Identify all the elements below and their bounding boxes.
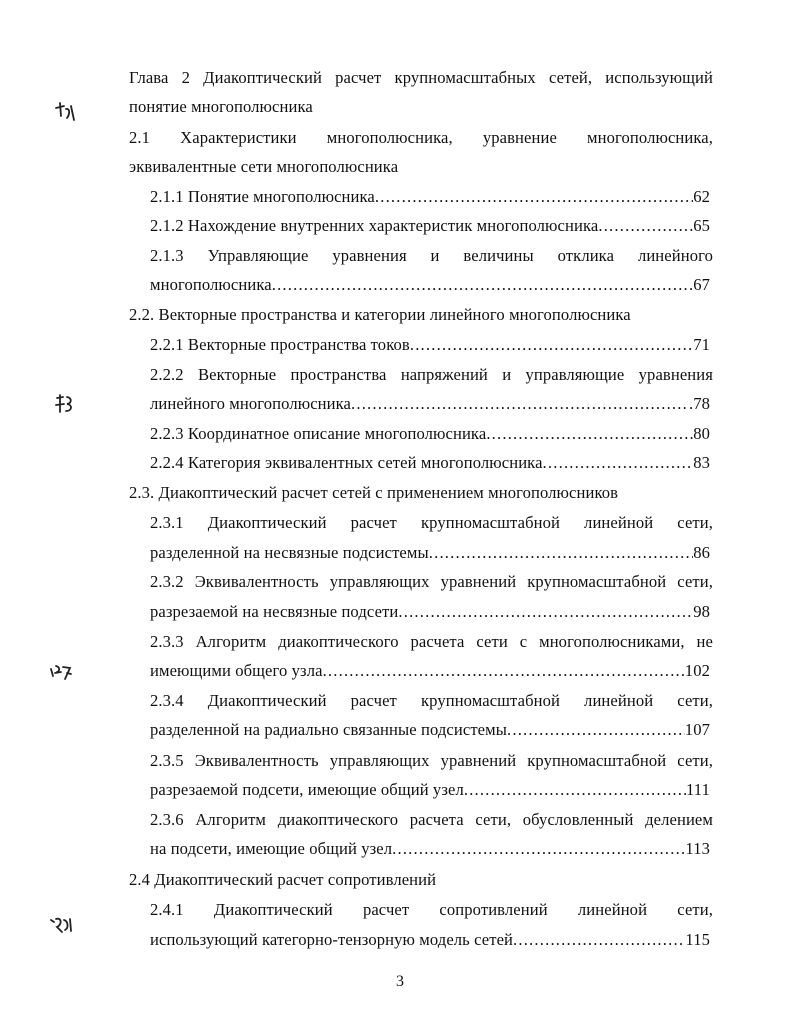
toc-leader [398, 602, 693, 622]
toc-title: разрезаемой подсети, имеющие общий узел [150, 780, 464, 799]
toc-title: 2.2.1 Векторные пространства токов [150, 335, 410, 354]
toc-title: разделенной на несвязные подсистемы [150, 543, 429, 562]
toc-page: 102 [684, 661, 710, 680]
toc-leader [272, 275, 689, 295]
section-2-2-heading: 2.2. Векторные пространства и категории линейного многополюсника [129, 305, 631, 324]
handwritten-mark-icon [52, 392, 78, 418]
toc-leader [507, 720, 685, 740]
handwritten-mark-icon [52, 100, 78, 126]
toc-title: разделенной на радиально связанные подсистемы [150, 720, 507, 739]
toc-entry-2-1-2 [150, 216, 710, 236]
toc-entry-2-2-2 [150, 394, 710, 414]
toc-leader [375, 187, 693, 207]
toc-page: 83 [693, 453, 710, 472]
toc-title: 2.2.3 Координатное описание многополюсника [150, 424, 487, 443]
toc-page: 62 [693, 187, 710, 206]
toc-entry-2-3-1 [150, 543, 710, 563]
handwritten-mark-icon [48, 912, 74, 938]
toc-title: использующий категорно-тензорную модель сетей [150, 930, 514, 949]
toc-entry-2-3-2 [150, 602, 710, 622]
handwritten-mark-icon [48, 660, 74, 686]
toc-title: линейного многополюсника [150, 394, 352, 413]
toc-leader [351, 394, 689, 414]
toc-page: 115 [685, 930, 710, 949]
toc-title: многополюсника [150, 275, 272, 294]
page-number: 3 [396, 973, 404, 990]
toc-leader [392, 839, 685, 859]
toc-entry-2-1-3-line1: 2.1.3 Управляющие уравнения и величины отклика линейного [150, 246, 713, 265]
chapter-heading-line2: понятие многополюсника [129, 97, 313, 116]
toc-title: 2.1.1 Понятие многополюсника [150, 187, 375, 206]
section-2-1-line1: 2.1 Характеристики многополюсника, уравнение многополюсника, [129, 128, 713, 147]
toc-leader [323, 661, 685, 681]
section-2-1-line2: эквивалентные сети многополюсника [129, 157, 399, 176]
toc-leader [410, 335, 693, 355]
toc-leader [429, 543, 693, 563]
toc-page: 107 [684, 720, 710, 739]
toc-leader [513, 930, 685, 950]
toc-entry-2-2-1 [150, 335, 710, 355]
toc-entry-2-4-1 [150, 930, 710, 950]
toc-page: 65 [693, 216, 710, 235]
toc-entry-2-3-6-line1: 2.3.6 Алгоритм диакоптического расчета сети, обусловленный делением [150, 810, 713, 829]
toc-page: 98 [693, 602, 710, 621]
toc-title: имеющими общего узла [150, 661, 323, 680]
toc-page: 80 [693, 424, 710, 443]
toc-entry-2-2-3 [150, 424, 710, 444]
toc-entry-2-1-1 [150, 187, 710, 207]
toc-entry-2-3-2-line1: 2.3.2 Эквивалентность управляющих уравнений крупномасштабной сети, [150, 572, 713, 591]
toc-page: .78 [688, 394, 710, 413]
toc-title: 2.1.2 Нахождение внутренних характеристик многополюсника [150, 216, 599, 235]
toc-leader [464, 780, 686, 800]
toc-leader [486, 424, 693, 444]
section-2-3-heading: 2.3. Диакоптический расчет сетей с применением многополюсников [129, 483, 619, 502]
toc-entry-2-4-1-line1: 2.4.1 Диакоптический расчет сопротивлений линейной сети, [150, 900, 713, 919]
toc-title: разрезаемой на несвязные подсети [150, 602, 399, 621]
toc-entry-2-3-1-line1: 2.3.1 Диакоптический расчет крупномасштабной линейной сети, [150, 513, 713, 532]
toc-entry-2-3-3-line1: 2.3.3 Алгоритм диакоптического расчета сети с многополюсниками, не [150, 632, 713, 651]
toc-leader [598, 216, 693, 236]
toc-entry-2-1-3 [150, 275, 710, 295]
toc-entry-2-3-4-line1: 2.3.4 Диакоптический расчет крупномасштабной линейной сети, [150, 691, 713, 710]
toc-title: на подсети, имеющие общий узел [150, 839, 393, 858]
chapter-heading-line1: Глава 2 Диакоптический расчет крупномасштабных сетей, использующий [129, 68, 713, 87]
toc-page: 113 [685, 839, 710, 858]
toc-title: 2.2.4 Категория эквивалентных сетей многополюсника [150, 453, 543, 472]
toc-page: 86 [693, 543, 710, 562]
toc-entry-2-2-4 [150, 453, 710, 473]
toc-entry-2-3-3 [150, 661, 710, 681]
section-2-4-heading: 2.4 Диакоптический расчет сопротивлений [129, 870, 437, 889]
toc-entry-2-3-4 [150, 720, 710, 740]
toc-entry-2-2-2-line1: 2.2.2 Векторные пространства напряжений и управляющие уравнения [150, 365, 713, 384]
toc-entry-2-3-6 [150, 839, 710, 859]
toc-page: .67 [688, 275, 710, 294]
toc-entry-2-3-5-line1: 2.3.5 Эквивалентность управляющих уравнений крупномасштабной сети, [150, 751, 713, 770]
toc-page: 111 [686, 780, 710, 799]
toc-entry-2-3-5 [150, 780, 710, 800]
toc-leader [543, 453, 694, 473]
toc-page: 71 [693, 335, 710, 354]
